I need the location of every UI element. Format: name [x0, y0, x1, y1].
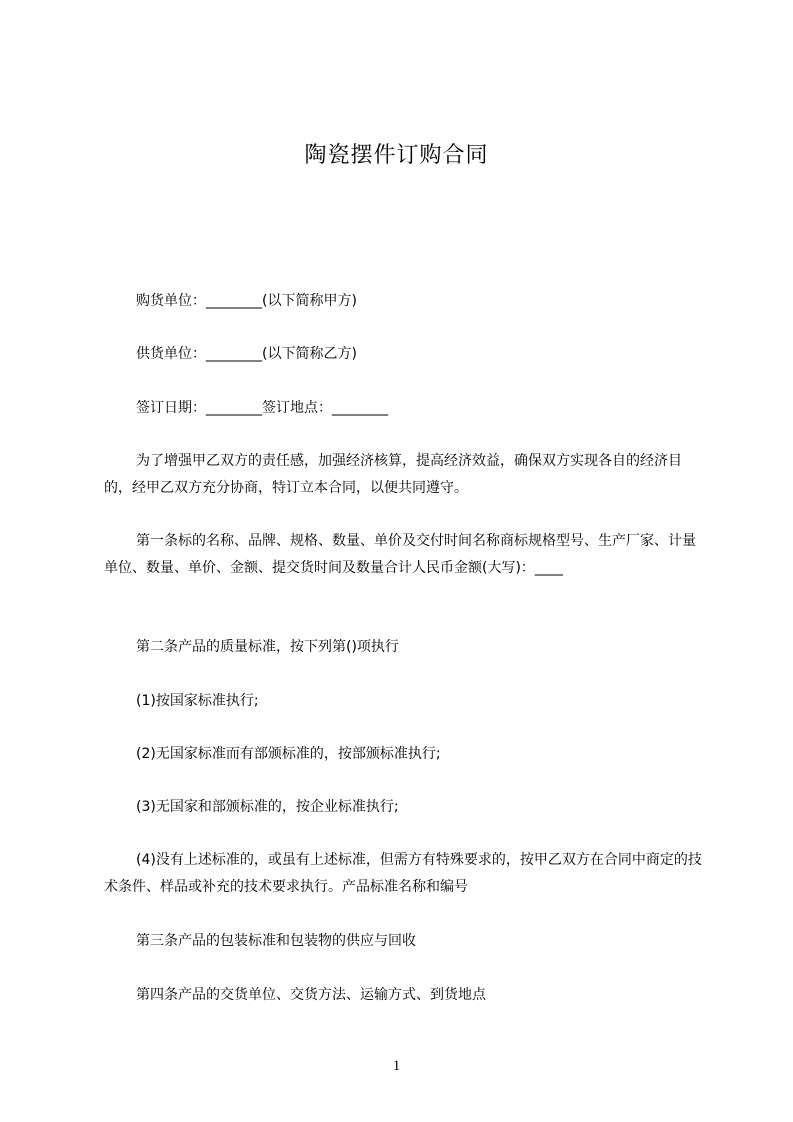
standard-item-4-text: (4)没有上述标准的，或虽有上述标准，但需方有特殊要求的，按甲乙双方在合同中商定的技术条件、样品或补充的技术要求执行。产品标准名称和编号 — [104, 852, 702, 895]
buyer-line: 购货单位：________(以下简称甲方) — [136, 293, 357, 309]
date-place-line: 签订日期：________签订地点：________ — [136, 400, 388, 416]
standard-item-2: (2)无国家标准而有部颁标准的，按部颁标准执行; — [136, 746, 441, 762]
article-3-heading: 第三条产品的包装标准和包装物的供应与回收 — [136, 933, 416, 949]
article-1-paragraph — [104, 528, 704, 582]
article-4-heading: 第四条产品的交货单位、交货方法、运输方式、到货地点 — [136, 987, 486, 1003]
article-2-heading: 第二条产品的质量标准，按下列第()项执行 — [136, 639, 399, 655]
intro-paragraph — [104, 448, 704, 502]
standard-item-3: (3)无国家和部颁标准的，按企业标准执行; — [136, 799, 399, 815]
standard-item-4-paragraph — [104, 847, 704, 901]
intro-paragraph-text: 为了增强甲乙双方的责任感，加强经济核算，提高经济效益，确保双方实现各自的经济目的，经甲乙双方充分协商，特订立本合同，以便共同遵守。 — [104, 453, 682, 496]
standard-item-1: (1)按国家标准执行; — [136, 693, 259, 709]
seller-line: 供货单位：________(以下简称乙方) — [136, 346, 357, 362]
article-1-text: 第一条标的名称、品牌、规格、数量、单价及交付时间名称商标规格型号、生产厂家、计量单位、数量、单价、金额、提交货时间及数量合计人民币金额(大写)：____ — [104, 533, 696, 576]
document-title: 陶瓷摆件订购合同 — [304, 143, 489, 168]
page-number: 1 — [392, 1058, 401, 1074]
